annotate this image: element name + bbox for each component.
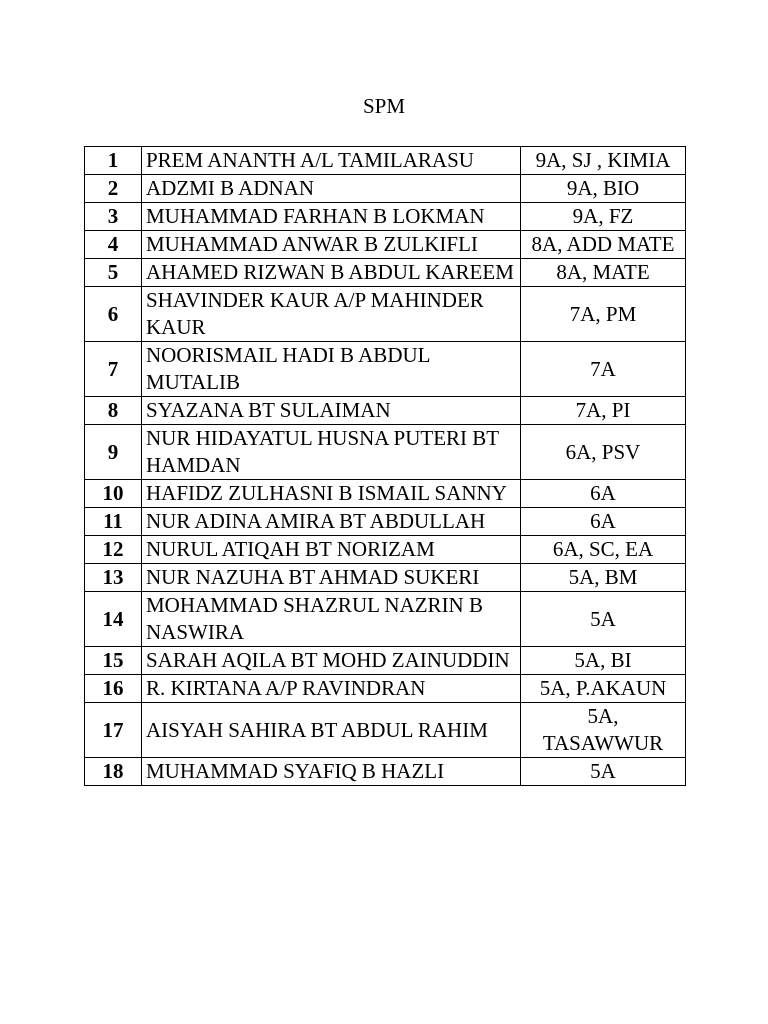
row-number: 8 — [85, 397, 142, 425]
student-name: MUHAMMAD SYAFIQ B HAZLI — [142, 758, 521, 786]
result-cell: 5A — [521, 592, 686, 647]
result-cell: 6A — [521, 480, 686, 508]
result-cell: 9A, SJ , KIMIA — [521, 147, 686, 175]
student-name: NUR ADINA AMIRA BT ABDULLAH — [142, 508, 521, 536]
row-number: 15 — [85, 647, 142, 675]
row-number: 13 — [85, 564, 142, 592]
row-number: 11 — [85, 508, 142, 536]
student-name: MOHAMMAD SHAZRUL NAZRIN B NASWIRA — [142, 592, 521, 647]
table-row — [85, 147, 686, 175]
student-name: PREM ANANTH A/L TAMILARASU — [142, 147, 521, 175]
row-number: 4 — [85, 231, 142, 259]
student-name: NUR HIDAYATUL HUSNA PUTERI BT HAMDAN — [142, 425, 521, 480]
table-row — [85, 592, 686, 647]
student-name: SHAVINDER KAUR A/P MAHINDER KAUR — [142, 287, 521, 342]
student-name: NUR NAZUHA BT AHMAD SUKERI — [142, 564, 521, 592]
table-row — [85, 675, 686, 703]
result-cell: 6A — [521, 508, 686, 536]
row-number: 2 — [85, 175, 142, 203]
result-cell: 8A, ADD MATE — [521, 231, 686, 259]
row-number: 3 — [85, 203, 142, 231]
row-number: 7 — [85, 342, 142, 397]
student-name: AHAMED RIZWAN B ABDUL KAREEM — [142, 259, 521, 287]
table-row — [85, 564, 686, 592]
student-name: HAFIDZ ZULHASNI B ISMAIL SANNY — [142, 480, 521, 508]
row-number: 12 — [85, 536, 142, 564]
table-row — [85, 175, 686, 203]
row-number: 16 — [85, 675, 142, 703]
result-cell: 6A, SC, EA — [521, 536, 686, 564]
row-number: 1 — [85, 147, 142, 175]
student-name: ADZMI B ADNAN — [142, 175, 521, 203]
table-row — [85, 647, 686, 675]
result-cell: 5A, TASAWWUR — [521, 703, 686, 758]
table-row — [85, 342, 686, 397]
table-row — [85, 259, 686, 287]
table-row — [85, 397, 686, 425]
student-name: R. KIRTANA A/P RAVINDRAN — [142, 675, 521, 703]
result-cell: 7A, PM — [521, 287, 686, 342]
table-row — [85, 508, 686, 536]
row-number: 17 — [85, 703, 142, 758]
student-name: NOORISMAIL HADI B ABDUL MUTALIB — [142, 342, 521, 397]
result-cell: 7A — [521, 342, 686, 397]
table-row — [85, 758, 686, 786]
student-name: MUHAMMAD ANWAR B ZULKIFLI — [142, 231, 521, 259]
result-cell: 9A, FZ — [521, 203, 686, 231]
result-cell: 5A — [521, 758, 686, 786]
student-name: SYAZANA BT SULAIMAN — [142, 397, 521, 425]
result-cell: 6A, PSV — [521, 425, 686, 480]
row-number: 9 — [85, 425, 142, 480]
result-cell: 5A, BM — [521, 564, 686, 592]
result-cell: 7A, PI — [521, 397, 686, 425]
student-name: SARAH AQILA BT MOHD ZAINUDDIN — [142, 647, 521, 675]
table-row — [85, 536, 686, 564]
row-number: 14 — [85, 592, 142, 647]
table-row — [85, 231, 686, 259]
table-row — [85, 203, 686, 231]
table-row — [85, 287, 686, 342]
result-cell: 5A, BI — [521, 647, 686, 675]
document-title: SPM — [362, 94, 406, 118]
student-name: MUHAMMAD FARHAN B LOKMAN — [142, 203, 521, 231]
table-row — [85, 425, 686, 480]
row-number: 6 — [85, 287, 142, 342]
results-table — [84, 146, 686, 786]
student-name: NURUL ATIQAH BT NORIZAM — [142, 536, 521, 564]
result-cell: 5A, P.AKAUN — [521, 675, 686, 703]
student-name: AISYAH SAHIRA BT ABDUL RAHIM — [142, 703, 521, 758]
table-row — [85, 703, 686, 758]
table-row — [85, 480, 686, 508]
result-cell: 8A, MATE — [521, 259, 686, 287]
result-cell: 9A, BIO — [521, 175, 686, 203]
row-number: 10 — [85, 480, 142, 508]
row-number: 5 — [85, 259, 142, 287]
row-number: 18 — [85, 758, 142, 786]
